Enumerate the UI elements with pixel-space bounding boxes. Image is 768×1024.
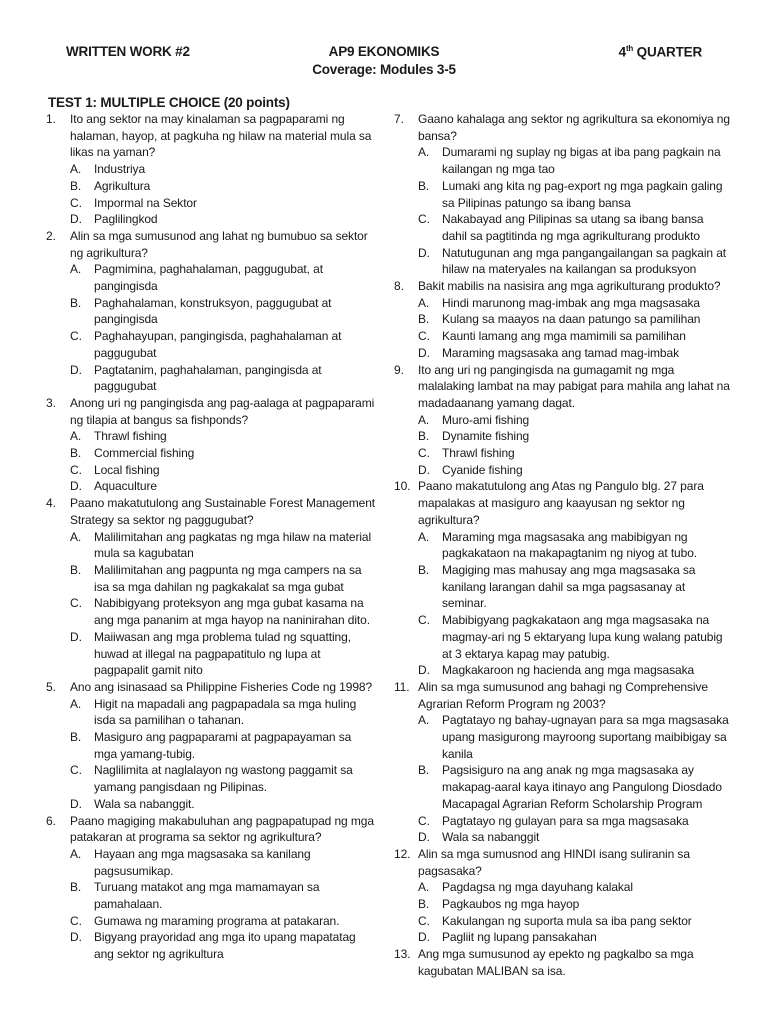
question-number: 7. (394, 112, 404, 126)
choice-letter: B. (418, 562, 430, 577)
choice (394, 813, 730, 830)
choice (46, 729, 376, 762)
choice-text: Gumawa ng maraming programa at patakaran. (94, 913, 340, 928)
question (46, 813, 376, 846)
question-text: Alin sa mga sumusunod ang bahagi ng Comprehensive Agrarian Reform Program ng 2003? (418, 679, 708, 711)
choice (46, 478, 376, 495)
choice-letter: C. (70, 763, 82, 778)
choice (394, 445, 730, 462)
choice-letter: A. (418, 880, 430, 895)
question-number: 8. (394, 279, 404, 294)
question (46, 495, 376, 528)
choice (46, 295, 376, 328)
question-text: Paano magiging makabuluhan ang pagpapatupad ng mga patakaran at programa sa sektor ng agrikultura? (70, 813, 374, 845)
choice-text: Local fishing (94, 462, 160, 477)
choice-text: Maraming mga magsasaka ang mabibigyan ng pagkakataon na makapagtanim ng niyog at tubo. (442, 529, 698, 561)
choice (46, 362, 376, 395)
choice (46, 529, 376, 562)
choice-text: Nabibigyang proteksyon ang mga gubat kasama na ang mga pananim at mga hayop na naninirahan dito. (94, 596, 370, 628)
choice-text: Maiiwasan ang mga problema tulad ng squatting, huwad at illegal na pagpapatitulo ng lupa at pagpapalit gamit nito (94, 629, 351, 678)
question-text: Paano makatutulong ang Atas ng Pangulo blg. 27 para mapalakas at masiguro ang kaayusan ng sektor ng agrikultura? (418, 479, 704, 527)
question (394, 362, 730, 412)
choice-letter: B. (70, 730, 82, 745)
question (394, 846, 730, 879)
choice (394, 178, 730, 211)
question (394, 946, 730, 979)
choice-letter: B. (418, 897, 430, 912)
choice (46, 328, 376, 361)
choice-letter: A. (418, 412, 430, 427)
question-number: 6. (46, 813, 56, 828)
choice-text: Kaunti lamang ang mga mamimili sa pamilihan (442, 329, 686, 344)
question (394, 278, 730, 295)
choice-text: Pagtatanim, paghahalaman, pangingisda at paggugubat (94, 362, 322, 394)
choice-letter: A. (418, 529, 430, 544)
choice (46, 211, 376, 228)
choice-text: Malilimitahan ang pagpunta ng mga campers na sa isa sa mga dahilan ng pagkakalat sa mga gubat (94, 562, 362, 594)
choice-letter: B. (70, 880, 82, 895)
choice-text: Pagdagsa ng mga dayuhang kalakal (442, 880, 633, 895)
choice (394, 245, 730, 278)
choice-text: Thrawl fishing (94, 429, 167, 444)
choice-text: Magkakaroon ng hacienda ang mga magsasaka (442, 663, 695, 678)
choice (46, 428, 376, 445)
question-number: 11. (394, 679, 410, 694)
choice (46, 462, 376, 479)
choice-text: Nakabayad ang Pilipinas sa utang sa ibang bansa dahil sa pagtitinda ng mga agrikulturang produkto (442, 212, 704, 243)
choice-text: Masiguro ang pagpaparami at pagpapayaman sa mga yamang-tubig. (94, 730, 352, 761)
question (394, 478, 730, 528)
choice-letter: A. (418, 713, 430, 728)
choice-letter: B. (70, 562, 82, 577)
choice-text: Hayaan ang mga magsasaka sa kanilang pagsusumikap. (94, 846, 311, 878)
header-left: WRITTEN WORK #2 (66, 44, 190, 59)
choice-letter: D. (70, 362, 82, 377)
question-number: 1. (46, 112, 56, 126)
question-number: 3. (46, 395, 56, 410)
quarter-label: QUARTER (633, 44, 702, 60)
choice-text: Kulang sa maayos na daan patungo sa pamilihan (442, 312, 701, 327)
choice-text: Industriya (94, 162, 146, 177)
choice-letter: B. (418, 312, 430, 327)
question-text: Alin sa mga sumusunod ang lahat ng bumubuo sa sektor ng agrikultura? (70, 228, 368, 260)
coverage: Coverage: Modules 3-5 (312, 62, 456, 77)
left-column (46, 111, 376, 963)
choice (46, 629, 376, 679)
choice-letter: A. (70, 846, 82, 861)
choice-letter: C. (70, 329, 82, 344)
choice-text: Malilimitahan ang pagkatas ng mga hilaw na material mula sa kagubatan (94, 529, 372, 561)
choice-letter: D. (418, 345, 430, 360)
header-center: AP9 EKONOMIKS (328, 44, 440, 59)
choice-letter: D. (70, 212, 82, 227)
choice-letter: A. (70, 429, 82, 444)
choice-letter: C. (418, 613, 430, 628)
question-number: 9. (394, 362, 404, 377)
choice-text: Pagmimina, paghahalaman, paggugubat, at pangingisda (94, 262, 323, 294)
choice (394, 295, 730, 312)
choice-text: Pagkaubos ng mga hayop (442, 897, 580, 912)
choice-letter: C. (70, 195, 82, 210)
choice-letter: D. (70, 796, 82, 811)
choice (46, 595, 376, 628)
choice (394, 896, 730, 913)
choice-text: Mabibigyang pagkakataon ang mga magsasaka na magmay-ari ng 5 ektaryang lupa kung walang patubig at 3 ektarya kapag may patubig. (442, 613, 723, 661)
choice (394, 913, 730, 930)
question-text: Alin sa mga sumusnod ang HINDI isang suliranin sa pagsasaka? (418, 846, 690, 878)
choice-text: Turuang matakot ang mga mamamayan sa pamahalaan. (94, 880, 320, 912)
question (46, 111, 376, 161)
choice-letter: B. (418, 178, 430, 193)
choice-letter: C. (70, 913, 82, 928)
choice (394, 612, 730, 662)
choice-text: Paglilingkod (94, 212, 158, 227)
choice-letter: A. (418, 295, 430, 310)
right-column (394, 111, 730, 980)
question-text: Paano makatutulong ang Sustainable Forest Management Strategy sa sektor ng paggugubat? (70, 496, 376, 527)
question-text: Anong uri ng pangingisda ang pag-aalaga at pagpaparami ng tilapia at bangus sa fishponds? (70, 395, 375, 427)
choice (394, 412, 730, 429)
choice-letter: C. (418, 913, 430, 928)
choice-letter: A. (70, 529, 82, 544)
choice (46, 178, 376, 195)
question-number: 13. (394, 947, 411, 962)
choice (394, 762, 730, 812)
choice-text: Maraming magsasaka ang tamad mag-imbak (442, 345, 679, 360)
question-text: Ito ang sektor na may kinalaman sa pagpaparami ng halaman, hayop, at pagkuha ng hilaw na material mula sa likas na yaman? (70, 112, 372, 160)
choice-letter: B. (418, 763, 430, 778)
choice (394, 829, 730, 846)
choice (46, 562, 376, 595)
question-number: 2. (46, 228, 56, 243)
choice-letter: D. (418, 830, 430, 845)
choice-letter: D. (418, 930, 430, 945)
choice-letter: B. (70, 178, 82, 193)
choice-text: Dumarami ng suplay ng bigas at iba pang pagkain na kailangan ng mga tao (442, 145, 721, 177)
choice (46, 879, 376, 912)
choice (394, 311, 730, 328)
question-text: Ang mga sumusunod ay epekto ng pagkalbo sa mga kagubatan MALIBAN sa isa. (418, 947, 694, 978)
choice-text: Paghahalaman, konstruksyon, paggugubat at pangingisda (94, 295, 332, 327)
choice-text: Cyanide fishing (442, 462, 523, 477)
choice (394, 662, 730, 679)
choice (46, 913, 376, 930)
choice (394, 562, 730, 612)
question (46, 679, 376, 696)
choice-text: Bigyang prayoridad ang mga ito upang mapatatag ang sektor ng agrikultura (94, 930, 356, 962)
choice-text: Aquaculture (94, 479, 157, 494)
choice-text: Natutugunan ang mga pangangailangan sa pagkain at hilaw na materyales na kailangan sa produksyon (442, 245, 727, 277)
choice-text: Wala sa nabanggit. (94, 796, 195, 811)
choice (46, 696, 376, 729)
choice-text: Commercial fishing (94, 446, 195, 461)
choice (394, 328, 730, 345)
choice-text: Impormal na Sektor (94, 195, 197, 210)
question-text: Ano ang isinasaad sa Philippine Fisheries Code ng 1998? (70, 679, 373, 694)
choice-letter: C. (70, 596, 82, 611)
choice-text: Dynamite fishing (442, 429, 530, 444)
choice (394, 345, 730, 362)
choice-text: Muro-ami fishing (442, 412, 530, 427)
choice-letter: A. (70, 162, 82, 177)
choice-letter: B. (418, 429, 430, 444)
choice-letter: D. (418, 663, 430, 678)
question-text: Gaano kahalaga ang sektor ng agrikultura sa ekonomiya ng bansa? (418, 112, 730, 143)
choice (394, 929, 730, 946)
question-number: 12. (394, 846, 411, 861)
choice-letter: D. (418, 462, 430, 477)
choice-text: Lumaki ang kita ng pag-export ng mga pagkain galing sa Pilipinas patungo sa ibang bansa (442, 178, 723, 210)
question-number: 5. (46, 679, 56, 694)
choice (394, 211, 730, 244)
choice-letter: A. (418, 145, 430, 160)
choice (394, 712, 730, 762)
choice (46, 846, 376, 879)
question-number: 10. (394, 479, 411, 494)
question (394, 111, 730, 144)
choice-letter: C. (418, 329, 430, 344)
choice (46, 762, 376, 795)
question-number: 4. (46, 496, 56, 511)
choice-text: Paghahayupan, pangingisda, paghahalaman at paggugubat (94, 329, 342, 360)
choice-letter: A. (70, 262, 82, 277)
choice (394, 462, 730, 479)
choice-text: Kakulangan ng suporta mula sa iba pang sektor (442, 913, 692, 928)
question-text: Bakit mabilis na nasisira ang mga agrikulturang produkto? (418, 279, 721, 294)
choice-letter: B. (70, 295, 82, 310)
choice (46, 445, 376, 462)
test-title: TEST 1: MULTIPLE CHOICE (20 points) (48, 95, 290, 110)
choice-text: Pagliit ng lupang pansakahan (442, 930, 597, 945)
choice-text: Naglilimita at naglalayon ng wastong paggamit sa yamang pangisdaan ng Pilipinas. (94, 763, 353, 795)
choice-letter: D. (70, 930, 82, 945)
quarter-number: 4 (618, 44, 626, 60)
choice-letter: B. (70, 446, 82, 461)
choice-letter: C. (418, 212, 430, 227)
choice-text: Pagtatayo ng bahay-ugnayan para sa mga magsasaka upang masigurong mayroong suportang maibibigay sa kanila (442, 713, 729, 761)
question-text: Ito ang uri ng pangingisda na gumagamit ng mga malalaking lambat na may pabigat para mahila ang lahat na madadaanang yamang dagat. (418, 362, 730, 410)
choice-text: Agrikultura (94, 178, 151, 193)
choice-letter: D. (70, 629, 82, 644)
choice-text: Pagtatayo ng gulayan para sa mga magsasaka (442, 813, 689, 828)
choice-text: Pagsisiguro na ang anak ng mga magsasaka ay makapag-aaral kaya itinayo ang Pangulong Diosdado Macapagal Agrarian Reform Scholarship Program (442, 763, 722, 811)
choice (46, 261, 376, 294)
choice (394, 428, 730, 445)
choice-letter: C. (70, 462, 82, 477)
choice (46, 195, 376, 212)
question (46, 395, 376, 428)
header-right (619, 44, 702, 60)
choice (394, 144, 730, 177)
choice-letter: C. (418, 813, 430, 828)
choice-text: Hindi marunong mag-imbak ang mga magsasaka (442, 295, 700, 310)
choice-text: Magiging mas mahusay ang mga magsasaka sa kanilang larangan dahil sa mga pagsasanay at seminar. (442, 562, 696, 611)
question (394, 679, 730, 712)
choice-letter: A. (70, 696, 82, 711)
choice (394, 879, 730, 896)
choice-text: Wala sa nabanggit (442, 830, 540, 845)
question (46, 228, 376, 261)
choice-letter: D. (418, 245, 430, 260)
choice-text: Thrawl fishing (442, 446, 515, 461)
quarter-suffix: th (625, 44, 634, 53)
choice-letter: D. (70, 479, 82, 494)
choice (46, 796, 376, 813)
choice-text: Higit na mapadali ang pagpapadala sa mga huling isda sa pamilihan o tahanan. (94, 696, 357, 728)
choice-letter: C. (418, 446, 430, 461)
choice (394, 529, 730, 562)
choice (46, 929, 376, 962)
choice (46, 161, 376, 178)
